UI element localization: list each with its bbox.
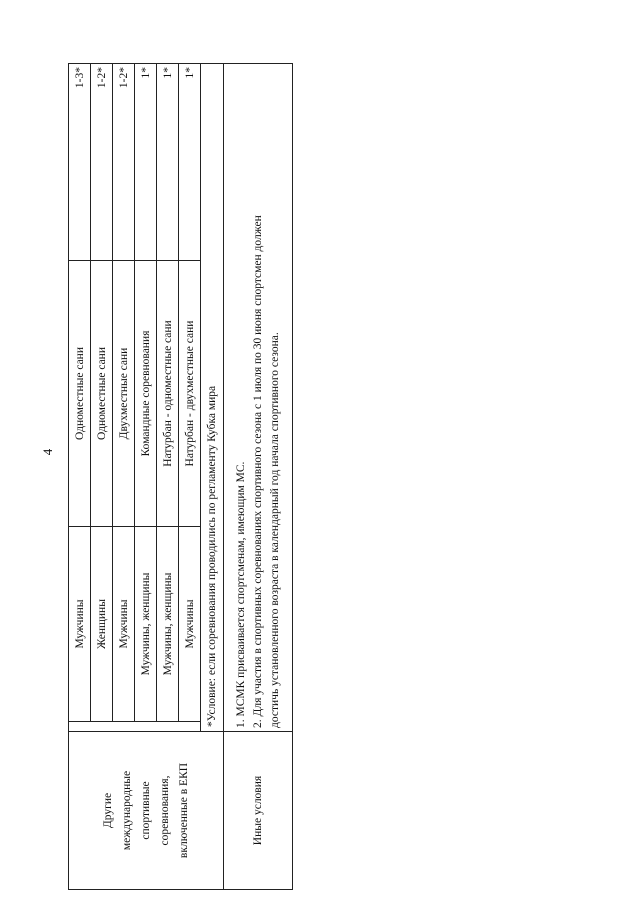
condition-item: достичь установленного возраста в календарный год начала спортивного сезона. <box>268 332 281 728</box>
category-cell: Мужчины <box>179 527 201 722</box>
place-cell: 1-2* <box>113 64 135 261</box>
page-number: 4 <box>40 448 55 456</box>
section-label-line: международные <box>120 770 133 851</box>
category-cell: Мужчины <box>113 527 135 722</box>
category-cell: Мужчины <box>69 527 91 722</box>
discipline-cell: Командные соревнования <box>135 261 157 527</box>
place-cell: 1* <box>157 64 179 261</box>
table-row <box>224 64 293 890</box>
footnote: *Условие: если соревнования проводились по регламенту Кубка мира <box>201 64 224 732</box>
table-row <box>69 64 91 890</box>
discipline-cell: Натурбан - одноместные сани <box>157 261 179 527</box>
section-label-line: спортивные <box>139 781 152 840</box>
category-cell: Женщины <box>91 527 113 722</box>
requirements-table <box>68 63 293 890</box>
category-cell: Мужчины, женщины <box>135 527 157 722</box>
place-cell: 1* <box>179 64 201 261</box>
discipline-cell: Натурбан - двухместные сани <box>179 261 201 527</box>
section-label-line: Другие <box>101 792 114 829</box>
section-label-line: включенные в ЕКП <box>177 762 190 859</box>
place-cell: 1-3* <box>69 64 91 261</box>
other-conditions-label: Иные условия <box>224 732 293 890</box>
discipline-cell: Двухместные сани <box>113 261 135 527</box>
discipline-cell: Одноместные сани <box>91 261 113 527</box>
section-label <box>69 732 224 890</box>
discipline-cell: Одноместные сани <box>69 261 91 527</box>
other-conditions-text <box>224 64 293 732</box>
spacer-cell <box>69 722 201 732</box>
condition-item: 2. Для участия в спортивных соревнованиях спортивного сезона с 1 июля по 30 июня спортсмен должен <box>251 215 264 728</box>
category-cell: Мужчины, женщины <box>157 527 179 722</box>
section-label-line: соревнования, <box>158 775 171 846</box>
condition-item: 1. МСМК присваивается спортсменам, имеющим МС. <box>234 461 247 728</box>
place-cell: 1-2* <box>91 64 113 261</box>
place-cell: 1* <box>135 64 157 261</box>
